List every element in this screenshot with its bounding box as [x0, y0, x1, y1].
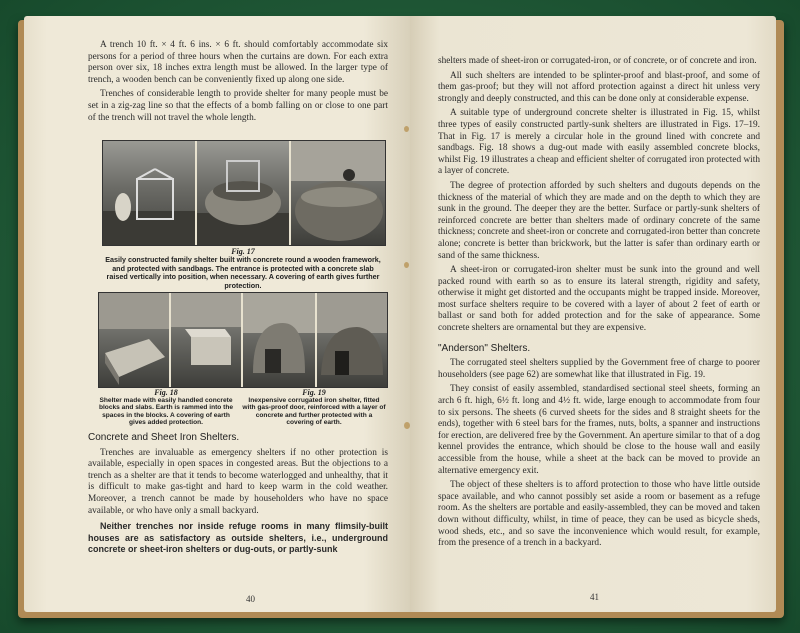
- binding-stain: [404, 262, 409, 268]
- left-paragraph-2: Trenches of considerable length to provide shelter for many people must be set in a zig-zag line so that the effects of a bomb falling on or close to one part of the trench will not travel the whole length.: [88, 89, 388, 123]
- left-page: [24, 16, 410, 612]
- left-paragraph-3: Trenches are invaluable as emergency shelters if no other protection is available, especially in open spaces in congested areas. But the objections to a trench as a shelter are that it tends to become waterlogged and unhealthy, that it is difficult to make gas-tight and hard to keep warm in the cold weather. Moreover, a trench cannot be made by householders who have no space available, or who have only a small backyard.: [88, 447, 388, 516]
- right-paragraph-3: A suitable type of underground concrete shelter is illustrated in Fig. 15, whilst three types of easily constructed partly-sunk shelters are illustrated in Figs. 17–19. That in Fig. 17 is merely a circular hole in the ground lined with concrete and sandbags. Fig. 18 shows a dug-out made with easily assembled concrete blocks, whilst Fig. 19 illustrates a cheap and efficient shelter of corrugated iron protected with a layer of concrete.: [438, 108, 760, 177]
- right-section-heading: "Anderson" Shelters.: [438, 342, 531, 354]
- left-paragraph-4: Neither trenches nor inside refuge rooms in many flimsily-built houses are as satisfactory as outside shelters, i.e., underground concrete or sheet-iron shelters or dug-outs, or partly-sunk: [88, 521, 388, 555]
- figure-17-label: Fig. 17: [231, 247, 255, 256]
- left-paragraph-1: A trench 10 ft. × 4 ft. 6 ins. × 6 ft. should comfortably accommodate six persons for a period of three hours when the curtains are down. For each extra person over six, 18 inches extra length must be allowed. In the larger type of trench, a wooden bench can be conveniently fixed up along one side.: [88, 40, 388, 85]
- right-paragraph-8: The object of these shelters is to afford protection to those who have little outside space available, and who cannot possibly set aside a room or basement as a refuge room. As the shelters are portable and easily-assembled, they can be moved and taken down without difficulty, whilst, in time of peace, they can be used as bicycle sheds, wood sheds, etc., and so save the inconvenience which would result, for example, from the presence of a trench in a backyard.: [438, 480, 760, 549]
- right-text: [438, 56, 760, 550]
- figure-17-photos: [102, 140, 386, 246]
- figure-19-label: Fig. 19: [302, 388, 326, 397]
- fig19-photo-covered: [317, 293, 387, 387]
- figure-19-caption: Inexpensive corrugated iron shelter, fitted with gas-proof door, reinforced with a layer of concrete and further protected with a covering of earth.: [242, 396, 386, 427]
- fig17-photo-sandbags: [197, 141, 291, 245]
- figure-18-caption: Shelter made with easily handled concrete blocks and slabs. Earth is rammed into the spaces in the blocks. A covering of earth gives added protection.: [98, 396, 234, 427]
- right-paragraph-5: A sheet-iron or corrugated-iron shelter must be sunk into the ground and well packed round with earth so as to ensure its lateral strength, rigidity and safety, otherwise it might get distorted and the occupants might be trapped inside. Moreover, most surface shelters require to be covered with a layer of about 2 feet of earth or ballast or sand both for added protection and for the sake of appearance. Some concrete shelters are ornamental but they are expensive.: [438, 265, 760, 334]
- binding-stain: [404, 126, 409, 132]
- figure-18-caption-block: [98, 389, 234, 427]
- figure-17-caption: Easily constructed family shelter built with concrete round a wooden framework, and protected with sandbags. The entrance is protected with a concrete slab raised vertically into position, when necessary. A covering of earth gives further protection.: [105, 255, 381, 290]
- right-paragraph-1: shelters made of sheet-iron or corrugated-iron, or of concrete, or of concrete and iron.: [438, 56, 757, 66]
- left-text-top: [88, 40, 388, 124]
- left-section-heading: Concrete and Sheet Iron Shelters.: [88, 432, 240, 443]
- left-text-bottom: [88, 432, 388, 556]
- figure-18-label: Fig. 18: [154, 388, 178, 397]
- fig18-photo-blocks: [99, 293, 171, 387]
- right-paragraph-4: The degree of protection afforded by such shelters and dugouts depends on the thickness of the material of which they are made and on the depth to which they are sunk in the ground. The deeper they are the better. Surface or partly-sunk shelters of reinforced concrete are better than shelters made of ordinary concrete of the same thickness; concrete and sheet-iron or concrete and corrugated-iron better than concrete alone; concrete is better than brickwork, but the latter is safer than ordinary earth or sand of the same thickness.: [438, 180, 760, 261]
- right-paragraph-7: They consist of easily assembled, standardised sectional steel sheets, forming an arch 6 ft. high, 6½ ft. long and 4½ ft. wide, large enough to accommodate from four to six persons. The sheets (6 curved sheets for the sides and 8 straight sheets for the ends), together with 6 steel bars for the frames, nuts, bolts, a spanner and instructions for erection, are delivered free by the Government. An aperture similar to that of a dog kennel provides the entrance, which should be close to the house wall and easily accessible from the house, while a sheet at the back can be moved to provide an alternative emergency exit.: [438, 384, 760, 476]
- figure-19-caption-block: [242, 389, 386, 427]
- left-page-number: 40: [246, 594, 255, 604]
- right-page: [410, 16, 776, 612]
- right-paragraph-6: The corrugated steel shelters supplied by the Government free of charge to poorer householders (see page 62) are somewhat like that illustrated in Fig. 19.: [438, 358, 760, 380]
- fig19-photo-iron-arch: [243, 293, 317, 387]
- figure-17-caption-block: [102, 248, 384, 290]
- figure-18-19-photos: [98, 292, 388, 388]
- binding-stain: [404, 422, 410, 429]
- open-booklet: [18, 14, 784, 620]
- fig17-photo-frame: [103, 141, 197, 245]
- right-page-number: 41: [590, 592, 599, 602]
- fig17-photo-earth-covered: [291, 141, 385, 245]
- fig18-photo-slabs: [171, 293, 243, 387]
- right-paragraph-2: All such shelters are intended to be splinter-proof and blast-proof, and some of them gas-proof; but they will not afford protection against a direct hit unless very strongly and deeply constructed, and this can be done only at considerable expense.: [438, 70, 760, 104]
